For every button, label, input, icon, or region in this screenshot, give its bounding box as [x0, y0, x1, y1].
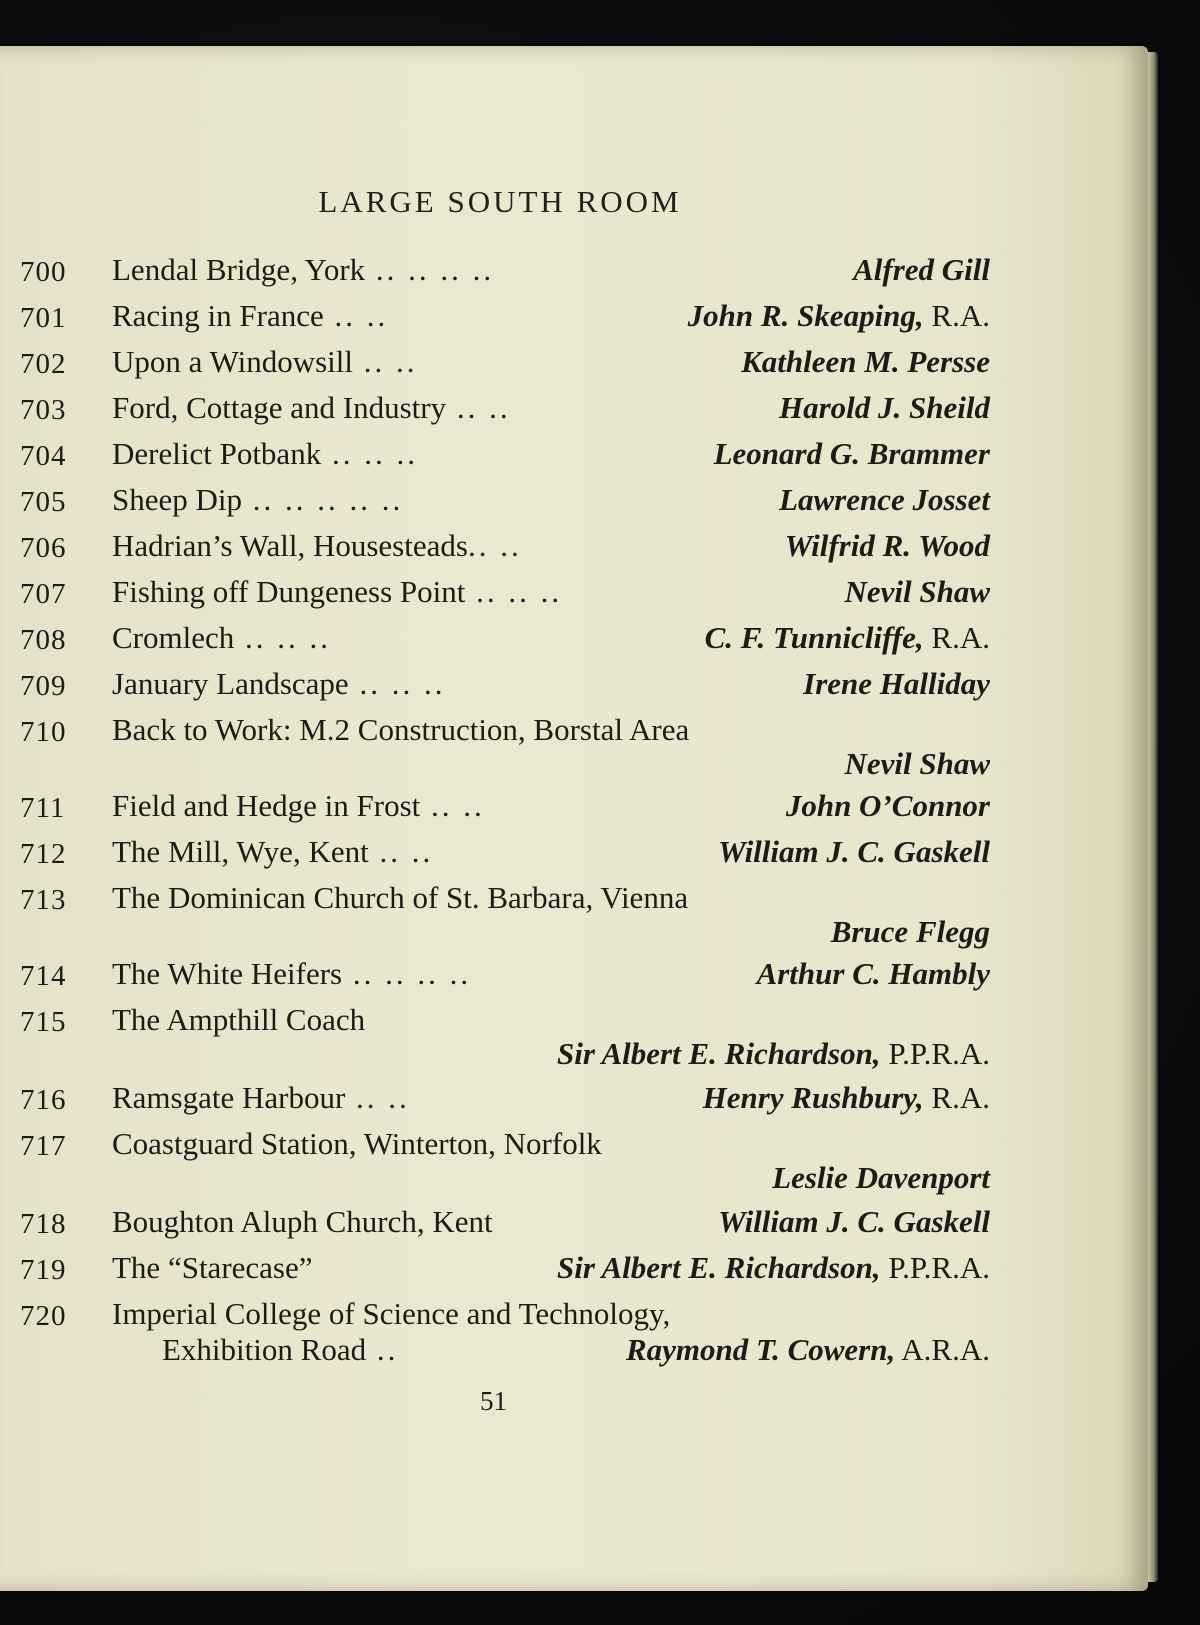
catalogue-list [0, 46, 1148, 1591]
list-item [20, 1002, 990, 1086]
entry-number: 704 [20, 440, 67, 472]
list-item [20, 344, 990, 388]
entry-artist: Henry Rushbury, [702, 1080, 924, 1115]
page-edge [1148, 52, 1158, 1582]
entry-number: 706 [20, 532, 67, 564]
entry-artist: Irene Halliday [803, 666, 990, 701]
page-title: LARGE SOUTH ROOM [318, 184, 682, 219]
leader-dots: .. .. .. [321, 436, 418, 471]
list-item [20, 956, 990, 1000]
list-item [20, 436, 990, 480]
list-item [20, 620, 990, 664]
leader-dots: .. .. [353, 344, 418, 379]
entry-title: Racing in France [112, 298, 324, 333]
entry-number: 717 [20, 1130, 67, 1162]
leader-dots: .. [366, 1332, 399, 1367]
leader-dots: .. .. .. [348, 666, 446, 701]
entry-artist: John O’Connor [785, 788, 990, 823]
leader-dots: .. .. [446, 390, 511, 425]
list-item [20, 834, 990, 878]
entry-honours: R.A. [923, 620, 990, 655]
entry-artist: Nevil Shaw [844, 746, 990, 781]
entry-title: Derelict Potbank [112, 436, 322, 471]
entry-artist: Leonard G. Brammer [713, 436, 990, 471]
leader-dots: .. .. [345, 1080, 410, 1115]
entry-number: 720 [20, 1300, 67, 1332]
page-number: 51 [480, 1386, 507, 1416]
entry-artist: Arthur C. Hambly [756, 956, 990, 991]
entry-title: Ford, Cottage and Industry [112, 390, 447, 425]
entry-artist: Sir Albert E. Richardson, [556, 1036, 881, 1071]
entry-number: 719 [20, 1254, 67, 1286]
list-item [20, 1204, 990, 1248]
list-item [20, 528, 990, 572]
entry-title: January Landscape [112, 666, 349, 701]
leader-dots: .. .. .. .. [342, 956, 472, 991]
entry-artist: Raymond T. Cowern, [625, 1332, 896, 1367]
list-item [20, 390, 990, 434]
entry-honours: P.P.R.A. [880, 1036, 990, 1071]
leader-dots: .. .. [323, 298, 389, 333]
entry-title-continuation: Exhibition Road [162, 1332, 367, 1367]
entry-title: Sheep Dip [112, 482, 243, 517]
list-item [20, 880, 990, 964]
list-item [20, 666, 990, 710]
entry-number: 709 [20, 670, 67, 702]
entry-artist: John R. Skeaping, [687, 298, 924, 333]
entry-title: Hadrian’s Wall, Housesteads [112, 528, 468, 563]
entry-title: Coastguard Station, Winterton, Norfolk [112, 1126, 602, 1161]
entry-number: 700 [20, 256, 67, 288]
entry-honours: R.A. [923, 1080, 990, 1115]
list-item [20, 1126, 990, 1210]
leader-dots: .. .. [420, 788, 485, 823]
entry-number: 703 [20, 394, 67, 426]
list-item [20, 482, 990, 526]
entry-artist: William J. C. Gaskell [718, 834, 990, 869]
entry-honours: A.R.A. [895, 1332, 990, 1367]
leader-dots: .. .. .. [465, 574, 563, 609]
leader-dots: .. .. [467, 528, 522, 563]
entry-title: The “Starecase” [112, 1250, 313, 1285]
entry-artist: Nevil Shaw [844, 574, 990, 609]
entry-title: Imperial College of Science and Technology, [112, 1296, 671, 1331]
leader-dots: .. .. .. .. [365, 252, 495, 287]
entry-title: Upon a Windowsill [112, 344, 354, 379]
entry-artist: Bruce Flegg [830, 914, 990, 949]
entry-number: 702 [20, 348, 67, 380]
entry-title: Fishing off Dungeness Point [112, 574, 466, 609]
entry-number: 713 [20, 884, 67, 916]
list-item [20, 1080, 990, 1124]
entry-number: 714 [20, 960, 67, 992]
leader-dots: .. .. .. [234, 620, 331, 655]
list-item [20, 574, 990, 618]
entry-artist: William J. C. Gaskell [718, 1204, 990, 1239]
list-item [20, 1296, 990, 1380]
entry-title: Cromlech [112, 620, 235, 655]
entry-artist: Wilfrid R. Wood [784, 528, 990, 563]
entry-number: 716 [20, 1084, 67, 1116]
entry-title: The White Heifers [112, 956, 343, 991]
leader-dots: .. .. [368, 834, 434, 869]
entry-artist: Alfred Gill [853, 252, 990, 287]
entry-artist: Harold J. Sheild [778, 390, 990, 425]
entry-number: 718 [20, 1208, 67, 1240]
entry-number: 708 [20, 624, 67, 656]
entry-title: Ramsgate Harbour [112, 1080, 346, 1115]
entry-number: 715 [20, 1006, 67, 1038]
list-item [20, 712, 990, 796]
entry-title: Field and Hedge in Frost [112, 788, 421, 823]
list-item [20, 1250, 990, 1294]
entry-artist: Leslie Davenport [772, 1160, 990, 1195]
entry-number: 701 [20, 302, 67, 334]
list-item [20, 788, 990, 832]
entry-artist: Sir Albert E. Richardson, [556, 1250, 881, 1285]
leader-dots: .. .. .. .. .. [242, 482, 404, 517]
entry-title: Boughton Aluph Church, Kent [112, 1204, 493, 1239]
entry-title: The Ampthill Coach [112, 1002, 366, 1037]
entry-number: 707 [20, 578, 67, 610]
entry-honours: R.A. [923, 298, 990, 333]
entry-number: 710 [20, 716, 67, 748]
entry-title: The Dominican Church of St. Barbara, Vienna [112, 880, 689, 915]
entry-honours: P.P.R.A. [880, 1250, 990, 1285]
entry-artist: Lawrence Josset [779, 482, 990, 517]
entry-artist: C. F. Tunnicliffe, [704, 620, 924, 655]
entry-title: Lendal Bridge, York [112, 252, 366, 287]
entry-number: 711 [20, 792, 66, 824]
catalogue-page [0, 46, 1148, 1591]
entry-artist: Kathleen M. Persse [741, 344, 990, 379]
entry-number: 705 [20, 486, 67, 518]
entry-title: Back to Work: M.2 Construction, Borstal Area [112, 712, 690, 747]
entry-title: The Mill, Wye, Kent [112, 834, 369, 869]
list-item [20, 252, 990, 296]
list-item [20, 298, 990, 342]
entry-number: 712 [20, 838, 67, 870]
